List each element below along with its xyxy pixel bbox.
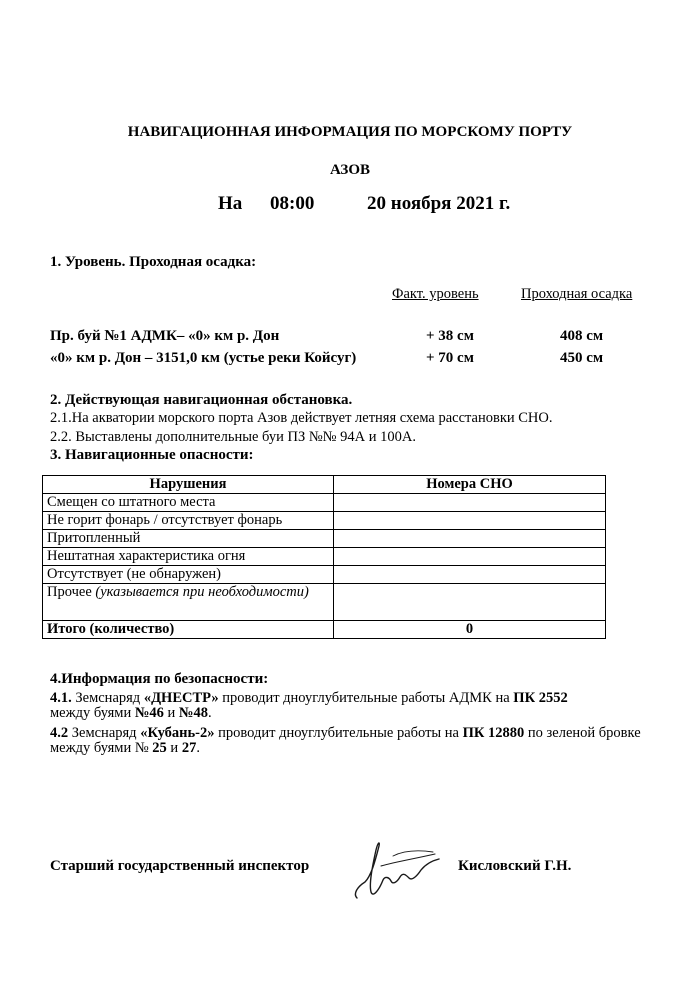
table-header-row (43, 476, 606, 494)
item-text: проводит дноуглубительные работы АДМК на (218, 690, 514, 706)
table-row-other (43, 584, 606, 621)
total-value: 0 (334, 621, 606, 639)
vessel-name: «ДНЕСТР» (143, 690, 219, 706)
segment-name: «0» км р. Дон – 3151,0 км (устье реки Койсуг) (50, 350, 357, 366)
draft-value: 450 см (560, 350, 604, 366)
violation-cell: Не горит фонарь / отсутствует фонарь (43, 512, 334, 530)
col-draft-header: Проходная осадка (521, 286, 633, 302)
pk-value: ПК 12880 (462, 725, 525, 741)
col-violation-header: Нарушения (43, 476, 334, 494)
handwritten-signature (345, 832, 445, 907)
table-row (43, 548, 606, 566)
table-row (43, 494, 606, 512)
inspector-position: Старший государственный инспектор (50, 858, 310, 874)
table-total-row (43, 621, 606, 639)
inspector-name: Кисловский Г.Н. (458, 858, 572, 874)
hazards-table (42, 475, 606, 639)
item-text: . (196, 740, 200, 756)
level-value: + 70 см (426, 350, 474, 366)
item-text: . (208, 705, 212, 721)
buoy-number: №46 (134, 705, 164, 721)
vessel-name: «Кубань-2» (140, 725, 215, 741)
buoy-number: 27 (181, 740, 197, 756)
other-note: (указывается при необходимости) (95, 584, 309, 600)
buoy-number: 25 (152, 740, 167, 756)
violation-cell: Смещен со штатного места (43, 494, 334, 512)
pk-value: ПК 2552 (513, 690, 568, 706)
section1-heading: 1. Уровень. Проходная осадка: (50, 254, 257, 270)
violation-cell: Нештатная характеристика огня (43, 548, 334, 566)
violation-cell: Отсутствует (не обнаружен) (43, 566, 334, 584)
total-label: Итого (количество) (43, 621, 334, 639)
item-text: Земснаряд (68, 725, 141, 741)
item-text: проводит дноуглубительные работы на (214, 725, 463, 741)
col-level-header: Факт. уровень (392, 286, 479, 302)
numbers-cell (334, 584, 606, 621)
numbers-cell (334, 548, 606, 566)
item-text: и (166, 740, 182, 756)
segment-name: Пр. буй №1 АДМК– «0» км р. Дон (50, 328, 280, 344)
report-date: 20 ноября 2021 г. (367, 193, 511, 214)
numbers-cell (334, 566, 606, 584)
numbers-cell (334, 494, 606, 512)
violation-cell-other (43, 584, 334, 621)
numbers-cell (334, 530, 606, 548)
section4-heading: 4.Информация по безопасности: (50, 671, 269, 687)
port-name: АЗОВ (329, 162, 371, 178)
item-number: 4.2 (50, 725, 69, 741)
document-title: НАВИГАЦИОННАЯ ИНФОРМАЦИЯ ПО МОРСКОМУ ПОРТУ (127, 124, 573, 140)
table-row (43, 512, 606, 530)
violation-cell: Притопленный (43, 530, 334, 548)
report-time: 08:00 (270, 193, 315, 214)
table-row (43, 530, 606, 548)
item-number: 4.1. (50, 690, 72, 706)
section2-heading: 2. Действующая навигационная обстановка. (50, 392, 353, 408)
draft-value: 408 см (560, 328, 604, 344)
safety-item-1 (50, 691, 675, 721)
date-prefix: На (218, 193, 243, 214)
numbers-cell (334, 512, 606, 530)
level-value: + 38 см (426, 328, 474, 344)
buoy-number: №48 (178, 705, 208, 721)
safety-item-2 (50, 726, 675, 756)
item-text: между буями (50, 705, 135, 721)
item-text: и (163, 705, 179, 721)
item-text: Земснаряд (71, 690, 144, 706)
table-row (43, 566, 606, 584)
other-label: Прочее (47, 584, 92, 600)
section3-heading: 3. Навигационные опасности: (50, 447, 254, 463)
section2-line: 2.2. Выставлены дополнительные буи ПЗ №№ 94А и 100А. (50, 429, 416, 445)
section2-line: 2.1.На акватории морского порта Азов действует летняя схема расстановки СНО. (50, 410, 553, 426)
item-text: по зеленой бровке между буями № (50, 725, 641, 756)
col-numbers-header: Номера СНО (334, 476, 606, 494)
